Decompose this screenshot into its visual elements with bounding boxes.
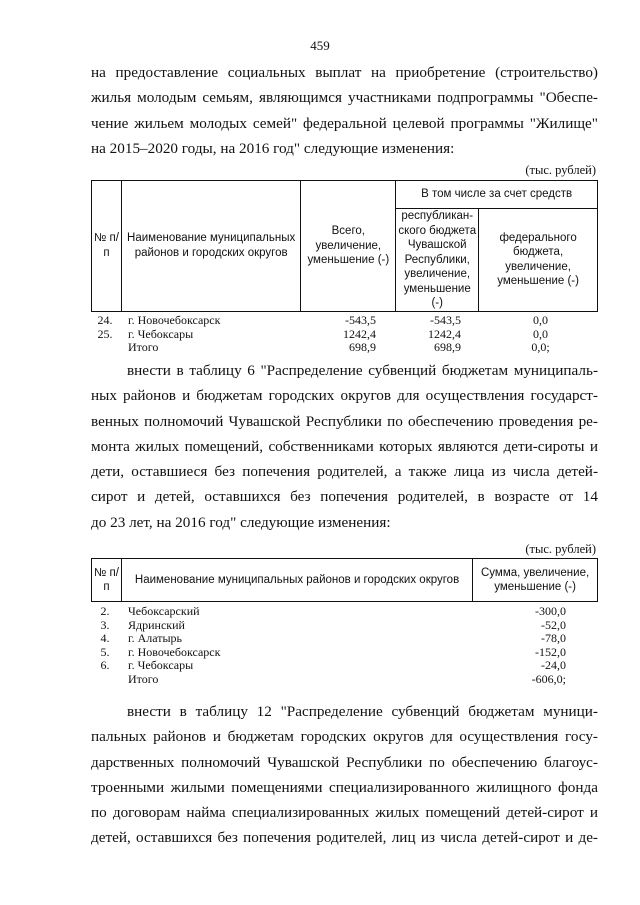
row-sum: -606,0; xyxy=(531,671,566,686)
table1-body xyxy=(91,314,598,355)
text-line: монта жилых помещений, собственниками которых являются дети-сироты и xyxy=(91,437,598,455)
row-num: 25. xyxy=(97,326,113,341)
text-line: ных районов и бюджетам городских округов для осуществления государст- xyxy=(91,387,598,405)
row-sum: -300,0 xyxy=(535,604,566,618)
row-federal: 0,0 xyxy=(533,326,548,341)
row-total: 698,9 xyxy=(349,340,376,354)
row-republic: 1242,4 xyxy=(428,326,461,341)
row-name: Чебоксарский xyxy=(128,604,200,618)
table2-unit: (тыс. рублей) xyxy=(525,542,596,556)
text-line: венных полномочий Чувашской Республики по обеспечению проведения ре- xyxy=(91,412,598,430)
col-total-header: Всего, увеличение, уменьшение (-) xyxy=(301,181,396,312)
paragraph-2 xyxy=(91,358,598,535)
page-number: 459 xyxy=(310,38,330,53)
row-republic: -543,5 xyxy=(430,313,461,327)
col-sum-header: Сумма, увеличение, уменьшение (-) xyxy=(473,559,598,602)
table-row xyxy=(91,646,598,660)
row-name: г. Чебоксары xyxy=(128,658,194,672)
col-republic-header: республикан- ского бюджета Чувашской Республики, увеличение, уменьшение (-) xyxy=(396,209,479,312)
row-sum: -78,0 xyxy=(541,631,566,645)
row-name: Итого xyxy=(128,340,159,354)
row-sum: -152,0 xyxy=(535,644,566,659)
col-group-header: В том числе за счет средств xyxy=(396,181,598,209)
table1-unit: (тыс. рублей) xyxy=(525,163,596,177)
table-row xyxy=(91,673,598,687)
text-line: сирот и детей, оставшихся без попечения родителей, в возрасте от 14 xyxy=(91,488,598,506)
table-row xyxy=(91,659,598,673)
row-name: г. Новочебоксарск xyxy=(128,644,221,659)
row-sum: -24,0 xyxy=(541,658,566,672)
table-row xyxy=(91,619,598,633)
text-line: по договорам найма специализированных жилых помещений детей-сирот и xyxy=(91,804,598,822)
row-num: 3. xyxy=(100,617,110,632)
table2-body xyxy=(91,605,598,686)
row-total: -543,5 xyxy=(345,313,376,327)
table-row xyxy=(91,328,598,342)
col-name-header: Наименование муниципальных районов и городских округов xyxy=(121,181,300,312)
table-row xyxy=(91,605,598,619)
row-name: Итого xyxy=(128,671,159,686)
row-num: 2. xyxy=(100,604,110,618)
text-line: внести в таблицу 6 "Распределение субвенций бюджетам муниципаль- xyxy=(127,362,598,379)
row-num: 4. xyxy=(100,631,110,645)
text-line: детей, оставшихся без попечения родителей, лиц из числа детей-сирот и де- xyxy=(91,829,598,847)
row-num: 24. xyxy=(97,313,113,327)
col-num-header: № п/п xyxy=(92,559,122,602)
text-line: пальных районов и бюджетам городских округов для осуществления госу- xyxy=(91,728,598,746)
row-name: Ядринский xyxy=(128,617,185,632)
table-row xyxy=(91,341,598,355)
row-name: г. Новочебоксарск xyxy=(128,313,221,327)
text-line: дарственных полномочий Чувашской Республики по обеспечению благоус- xyxy=(91,753,598,771)
row-name: г. Алатырь xyxy=(128,631,183,645)
col-federal-header: федерального бюджета, увеличение, уменьшение (-) xyxy=(479,209,598,312)
row-republic: 698,9 xyxy=(434,340,461,354)
text-line: троенными жилыми помещениями специализированного жилищного фонда xyxy=(91,778,598,796)
text-line: до 23 лет, на 2016 год" следующие изменения: xyxy=(91,513,391,531)
text-line: чение жильем молодых семей" федеральной целевой программы "Жилище" xyxy=(91,114,598,132)
row-name: г. Чебоксары xyxy=(128,326,194,341)
text-line: на предоставление социальных выплат на приобретение (строительство) xyxy=(91,64,598,81)
col-num-header: № п/п xyxy=(92,181,122,312)
paragraph-1 xyxy=(91,60,598,161)
table2-header xyxy=(91,558,598,602)
row-num: 6. xyxy=(100,658,110,672)
col-name-header: Наименование муниципальных районов и городских округов xyxy=(121,559,472,602)
table-row xyxy=(91,632,598,646)
row-federal: 0,0; xyxy=(531,340,550,354)
table-row xyxy=(91,314,598,328)
text-line: на 2015–2020 годы, на 2016 год" следующие изменения: xyxy=(91,139,455,157)
row-sum: -52,0 xyxy=(541,617,566,632)
text-line: внести в таблицу 12 "Распределение субвенций бюджетам муници- xyxy=(127,703,598,720)
table1-header xyxy=(91,180,598,312)
row-total: 1242,4 xyxy=(343,326,376,341)
text-line: дети, оставшиеся без попечения родителей, а также лица из числа детей- xyxy=(91,463,598,481)
text-line: жилья молодым семьям, являющимся участниками подпрограммы "Обеспе- xyxy=(91,89,598,107)
row-federal: 0,0 xyxy=(533,313,548,327)
paragraph-3 xyxy=(91,699,598,851)
row-num: 5. xyxy=(100,644,110,659)
